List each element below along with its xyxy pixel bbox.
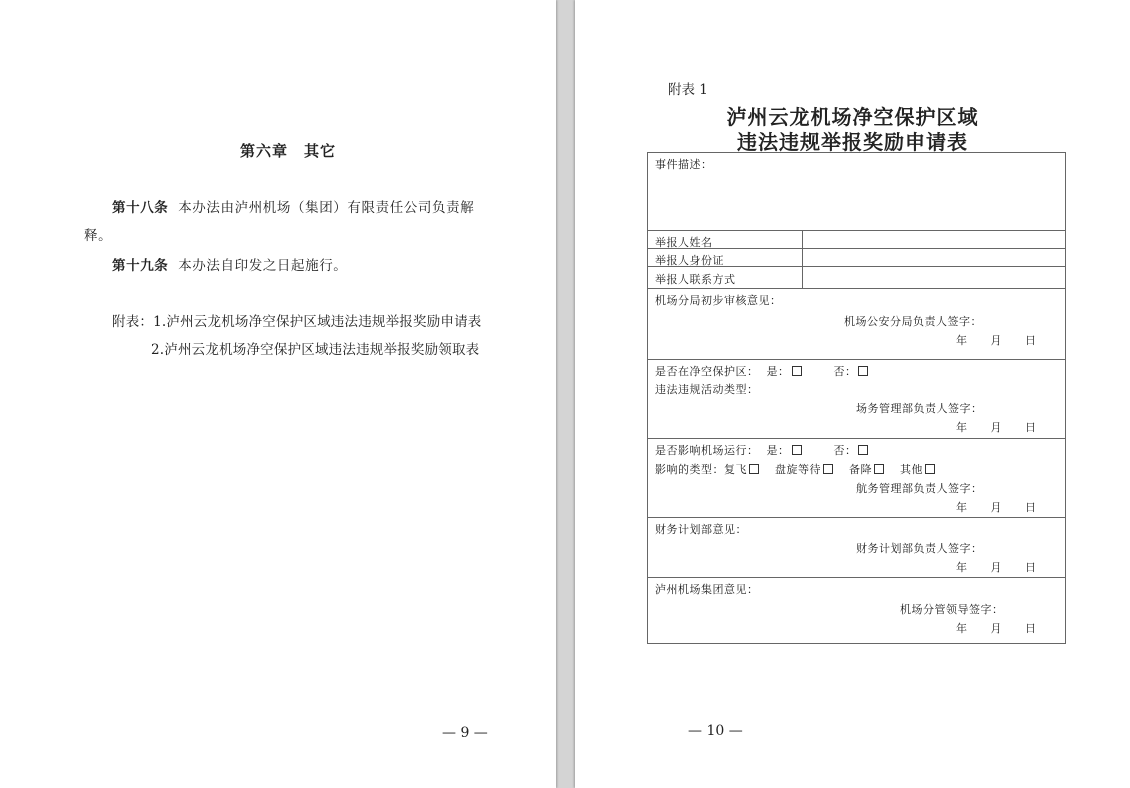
in-zone-yes-label: 是： bbox=[766, 365, 790, 378]
affect-question: 是否影响机场运行： bbox=[655, 444, 759, 457]
flight-date: 年 月 日 bbox=[956, 501, 1037, 514]
holding-checkbox[interactable] bbox=[823, 464, 833, 474]
affect-no-checkbox[interactable] bbox=[858, 445, 868, 455]
holding-label: 盘旋等待 bbox=[775, 463, 821, 476]
affect-type-row bbox=[655, 461, 935, 477]
affect-type-label: 影响的类型： bbox=[655, 463, 724, 476]
appendix-label: 附表 1 bbox=[668, 82, 708, 98]
page-number-9: — 9 — bbox=[442, 725, 488, 741]
in-zone-question: 是否在净空保护区： bbox=[655, 365, 759, 378]
article-19 bbox=[112, 254, 347, 274]
in-zone-yes-checkbox[interactable] bbox=[792, 366, 802, 376]
reporter-id-label: 举报人身份证 bbox=[655, 254, 724, 267]
finance-date: 年 月 日 bbox=[956, 561, 1037, 574]
in-zone-no-checkbox[interactable] bbox=[858, 366, 868, 376]
form-title-line1: 泸州云龙机场净空保护区域 bbox=[726, 105, 979, 129]
violation-type-label: 违法违规活动类型： bbox=[655, 383, 759, 396]
attachment-1 bbox=[112, 310, 482, 330]
attachment-prefix: 附表： bbox=[112, 314, 154, 330]
chapter-title: 第六章 其它 bbox=[239, 142, 336, 160]
group-opinion-label: 泸州机场集团意见： bbox=[655, 583, 759, 596]
reporter-name-label: 举报人姓名 bbox=[655, 236, 713, 249]
police-review-label: 机场分局初步审核意见： bbox=[655, 294, 782, 307]
form-title-line2: 违法违规举报奖励申请表 bbox=[737, 130, 968, 154]
go-around-label: 复飞 bbox=[724, 463, 747, 476]
page-number-10: — 10 — bbox=[688, 723, 743, 739]
police-date: 年 月 日 bbox=[956, 334, 1037, 347]
alternate-label: 备降 bbox=[849, 463, 872, 476]
flight-sign-label: 航务管理部负责人签字： bbox=[856, 482, 983, 495]
page-left bbox=[0, 0, 556, 788]
reporter-contact-label: 举报人联系方式 bbox=[655, 273, 736, 286]
affect-no-label: 否： bbox=[833, 444, 857, 457]
finance-opinion-label: 财务计划部意见： bbox=[655, 523, 747, 536]
article-18-label: 第十八条 bbox=[112, 200, 169, 216]
police-sign-label: 机场公安分局负责人签字： bbox=[844, 315, 982, 328]
attachment-item-2: 2.泸州云龙机场净空保护区域违法违规举报奖励领取表 bbox=[151, 342, 480, 358]
alternate-checkbox[interactable] bbox=[874, 464, 884, 474]
other-label: 其他 bbox=[900, 463, 923, 476]
attachment-item-1: 1.泸州云龙机场净空保护区域违法违规举报奖励申请表 bbox=[153, 314, 482, 330]
affect-row bbox=[655, 442, 868, 458]
article-18-line1 bbox=[112, 196, 474, 216]
page-right bbox=[575, 0, 1130, 788]
finance-sign-label: 财务计划部负责人签字： bbox=[856, 542, 983, 555]
field-date: 年 月 日 bbox=[956, 421, 1037, 434]
article-19-label: 第十九条 bbox=[112, 258, 169, 274]
group-date: 年 月 日 bbox=[956, 622, 1037, 635]
application-form-table bbox=[647, 152, 1066, 644]
go-around-checkbox[interactable] bbox=[749, 464, 759, 474]
article-19-text: 本办法自印发之日起施行。 bbox=[178, 258, 348, 274]
article-18-line2: 释。 bbox=[84, 228, 113, 244]
field-sign-label: 场务管理部负责人签字： bbox=[856, 402, 983, 415]
in-zone-row bbox=[655, 363, 868, 379]
affect-yes-checkbox[interactable] bbox=[792, 445, 802, 455]
other-checkbox[interactable] bbox=[925, 464, 935, 474]
in-zone-no-label: 否： bbox=[833, 365, 857, 378]
article-18-text: 本办法由泸州机场（集团）有限责任公司负责解 bbox=[178, 200, 475, 216]
affect-yes-label: 是： bbox=[766, 444, 790, 457]
event-description-label: 事件描述： bbox=[655, 158, 713, 171]
leader-sign-label: 机场分管领导签字： bbox=[900, 603, 1004, 616]
